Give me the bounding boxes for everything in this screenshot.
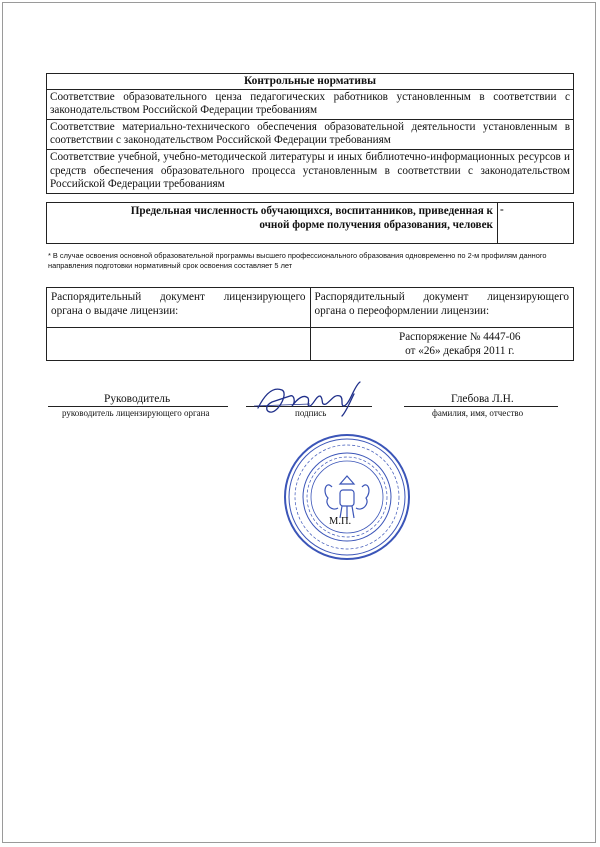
control-norms-title: Контрольные нормативы <box>47 74 574 90</box>
control-norms-table <box>46 73 574 194</box>
signer-role: Руководитель <box>104 393 171 405</box>
student-limit-label: Предельная численность обучающихся, воспитанников, приведенная к очной форме получения образования, человек <box>47 203 498 244</box>
official-seal <box>282 432 412 562</box>
reissue-order-number: Распоряжение № 4447-06 <box>398 331 521 343</box>
signature-caption: подпись <box>295 408 327 418</box>
student-limit-table <box>46 202 574 244</box>
reissue-order-value <box>310 328 574 361</box>
reissue-order-label: Распорядительный документ лицензирующего органа о переоформлении лицензии: <box>310 288 574 328</box>
seal-mark: М.П. <box>329 516 352 527</box>
orders-table <box>46 287 574 361</box>
issue-order-label: Распорядительный документ лицензирующего органа о выдаче лицензии: <box>47 288 311 328</box>
signer-name: Глебова Л.Н. <box>451 393 514 405</box>
control-norm-row: Соответствие учебной, учебно-методической литературы и иных библиотечно-информационных ресурсов и средств обеспечения образовательного процесса установленным в соответствии с законодательством Российской Федерации требованиям <box>47 149 574 193</box>
control-norm-row: Соответствие образовательного ценза педагогических работников установленным в соответствии с законодательством Российской Федерации требованиям <box>47 89 574 119</box>
control-norm-row: Соответствие материально-технического обеспечения образовательной деятельности установленным в соответствии с законодательством Российской Федерации требованиям <box>47 119 574 149</box>
handwritten-signature <box>250 376 380 421</box>
role-caption: руководитель лицензирующего органа <box>62 408 210 418</box>
footnote: * В случае освоения основной образовательной программы высшего профессионального образования одновременно по 2-м профилям данного направления подготовки нормативный срок освоения составляет 5 лет <box>48 251 547 270</box>
student-limit-value: - <box>498 203 574 244</box>
reissue-order-date: от «26» декабря 2011 г. <box>405 345 515 357</box>
issue-order-value <box>47 328 311 361</box>
name-line <box>404 406 558 407</box>
name-caption: фамилия, имя, отчество <box>432 408 524 418</box>
role-line <box>48 406 228 407</box>
